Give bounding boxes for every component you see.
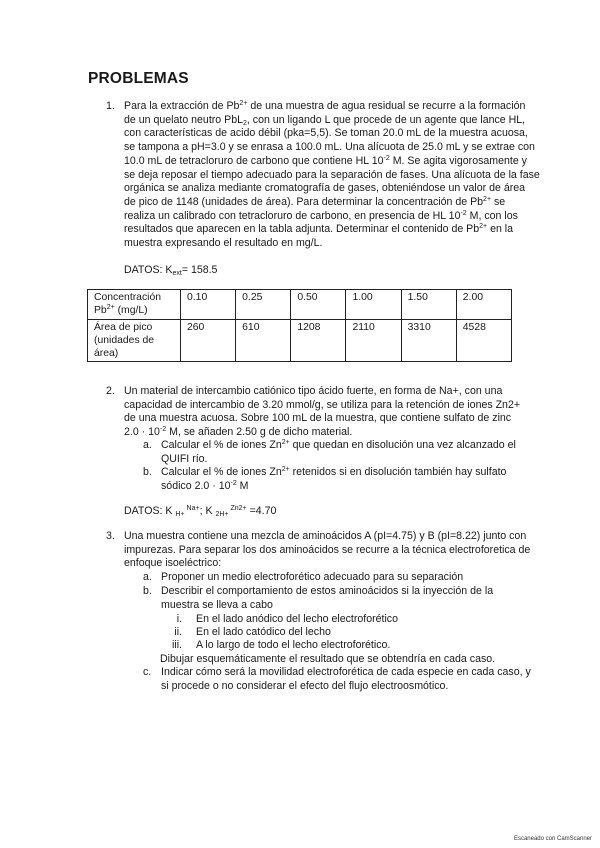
problem-number: 3.: [106, 530, 115, 542]
table-cell: 610: [236, 319, 291, 362]
roman-numeral: iii.: [171, 639, 182, 651]
table-cell: 0.50: [291, 290, 346, 320]
table-row: [88, 319, 512, 362]
problem-3-part-b-iii: A lo largo de todo el lecho electroforético.: [196, 639, 391, 651]
table-row: [88, 290, 512, 320]
problem-1-statement: Para la extracción de $Pb^{2+}$ de una muestra de agua residual se recurre a la formación de un quelato neutro PbL$_2$, con un ligando L que procede de un agente que lance HL, con características de acido débil (pka=5,5). Se toman 20.0 mL de la muestra acuosa, se tampona a pH=3.0 y se enrasa a 100.0 mL. Una alícuota de 25.0 mL y se extrae con 10.0 mL de tetracloruro de carbono que contiene HL $10^{-2}$ M. Se agita vigorosamente y se deja reposar el tiempo adecuado para la separación de fases. Una alícuota de la fase orgánica se analiza mediante cromatografía de gases, obteniéndose un valor de área de pico de 1148 (unidades de área). Para determinar la concentración de $Pb^{2+}$ se realiza un calibrado con tetracloruro de carbono, en presencia de HL $10^{-2}$ M, con los resultados que aparecen en la tabla adjunta. Determinar el contenido de $Pb^{2+}$ en la muestra expresando el resultado en mg/L.: [124, 100, 540, 250]
table-cell: 1.00: [346, 290, 401, 320]
problem-number: 1.: [106, 100, 115, 112]
page-title: PROBLEMAS: [88, 70, 189, 87]
document-page: PROBLEMAS 1. Para la extracción de $Pb^{2+}$ de una muestra de agua residual se recurre a la formación de un quelato neutro PbL$_2$, con un ligando L que procede de un agente que lance HL, con características de acido débil (pka=5,5). Se toman 20.0 mL de la muestra acuosa, se tampona a pH=3.0 y se enrasa a 100.0 mL. Una alícuota de 25.0 mL y se extrae con 10.0 mL de tetracloruro de carbono que contiene HL $10^{-2}$ M. Se agita vigorosamente y se deja reposar el tiempo adecuado para la separación de fases. Una alícuota de la fase orgánica se analiza mediante cromatografía de gases, obteniéndose un valor de área de pico de 1148 (unidades de área). Para determinar la concentración de $Pb^{2+}$ se realiza un calibrado con tetracloruro de carbono, en presencia de HL $10^{-2}$ M, con los resultados que aparecen en la tabla adjunta. Determinar el contenido de $Pb^{2+}$ en la muestra expresando el resultado en mg/L. DATOS: $K_{ext}= 158.5$ Concentración $Pb^{2+}$ (mg/L) 0.10 0.25 0.50 1.00 1.50 2.00 Área de pico (unidades de área) 260 610 1208 2110 3310 4528 2. Un material de intercambio catiónico tipo ácido fuerte, en forma de Na+, con una capacidad de intercambio de 3.20 mmol/g, se utiliza para la retención de iones Zn2+ de una muestra acuosa. Sobre 100 mL de la muestra, que contiene sulfato de zinc $2.0 \cdot 10^{-2}$ M, se añaden 2.50 g de dicho material. a. Calcular el % de iones $Zn^{2+}$ que quedan en disolución una vez alcanzado el QUIFI río. b. Calcular el % de iones $Zn^{2+}$ retenidos si en disolución también hay sulfato sódico $2.0 \cdot 10^{-2}$ M DATOS: K $_{H+}$ $^{Na+}$; K $_{2H+}$ $^{Zn2+}$ =4.70 3. Una muestra contiene una mezcla de aminoácidos A (pI=4.75) y B (pI=8.22) junto con impurezas. Para separar los dos aminoácidos se recurre a la técnica electroforetica de enfoque isoeléctrico: a. Proponer un medio electroforético adecuado para su separación b. Describir el comportamiento de estos aminoácidos si la inyección de la muestra se lleva a cabo i. En el lado anódico del lecho electroforético ii. En el lado catódico del lecho iii. A lo largo de todo el lecho electroforético. Dibujar esquemáticamente el resultado que se obtendría en cada caso. c. Indicar cómo será la movilidad electroforética de cada especie en cada caso, y si procede o no considerar el efecto del flujo electroosmótico. Escaneado con CamScanner: [88, 70, 592, 842]
problem-2-data: DATOS: K $_{H+}$ $^{Na+}$; K $_{2H+}$ $^{Zn2+}$ =4.70: [124, 505, 277, 518]
scanner-watermark: Escaneado con CamScanner: [513, 836, 592, 842]
table-cell: 0.10: [181, 290, 236, 320]
roman-numeral: i.: [176, 613, 182, 625]
roman-numeral: ii.: [174, 626, 182, 638]
problem-2-statement: Un material de intercambio catiónico tipo ácido fuerte, en forma de Na+, con una capacidad de intercambio de 3.20 mmol/g, se utiliza para la retención de iones Zn2+ de una muestra acuosa. Sobre 100 mL de la muestra, que contiene sulfato de zinc $2.0 \cdot 10^{-2}$ M, se añaden 2.50 g de dicho material.: [124, 385, 521, 439]
table-cell: 1208: [291, 319, 346, 362]
table-cell: 2110: [346, 319, 401, 362]
table-row-header: Concentración $Pb^{2+}$ (mg/L): [88, 290, 181, 320]
table-cell: 0.25: [236, 290, 291, 320]
problem-3-part-b-i: En el lado anódico del lecho electroforético: [196, 613, 399, 625]
problem-3-part-b-ii: En el lado catódico del lecho: [196, 626, 331, 638]
table-row-header: Área de pico (unidades de área): [88, 319, 181, 362]
table-cell: 260: [181, 319, 236, 362]
table-cell: 3310: [401, 319, 456, 362]
table-cell: 2.00: [456, 290, 511, 320]
calibration-table: [87, 289, 512, 362]
problem-number: 2.: [106, 385, 115, 397]
problem-1-data: DATOS: $K_{ext}= 158.5$: [124, 264, 218, 277]
table-cell: 4528: [456, 319, 511, 362]
problem-3-draw-instruction: Dibujar esquemáticamente el resultado que se obtendría en cada caso.: [160, 653, 496, 665]
problem-3-statement: Una muestra contiene una mezcla de aminoácidos A (pI=4.75) y B (pI=8.22) junto con impurezas. Para separar los dos aminoácidos se recurre a la técnica electroforetica de enfoque isoeléctrico:: [124, 530, 531, 570]
table-cell: 1.50: [401, 290, 456, 320]
